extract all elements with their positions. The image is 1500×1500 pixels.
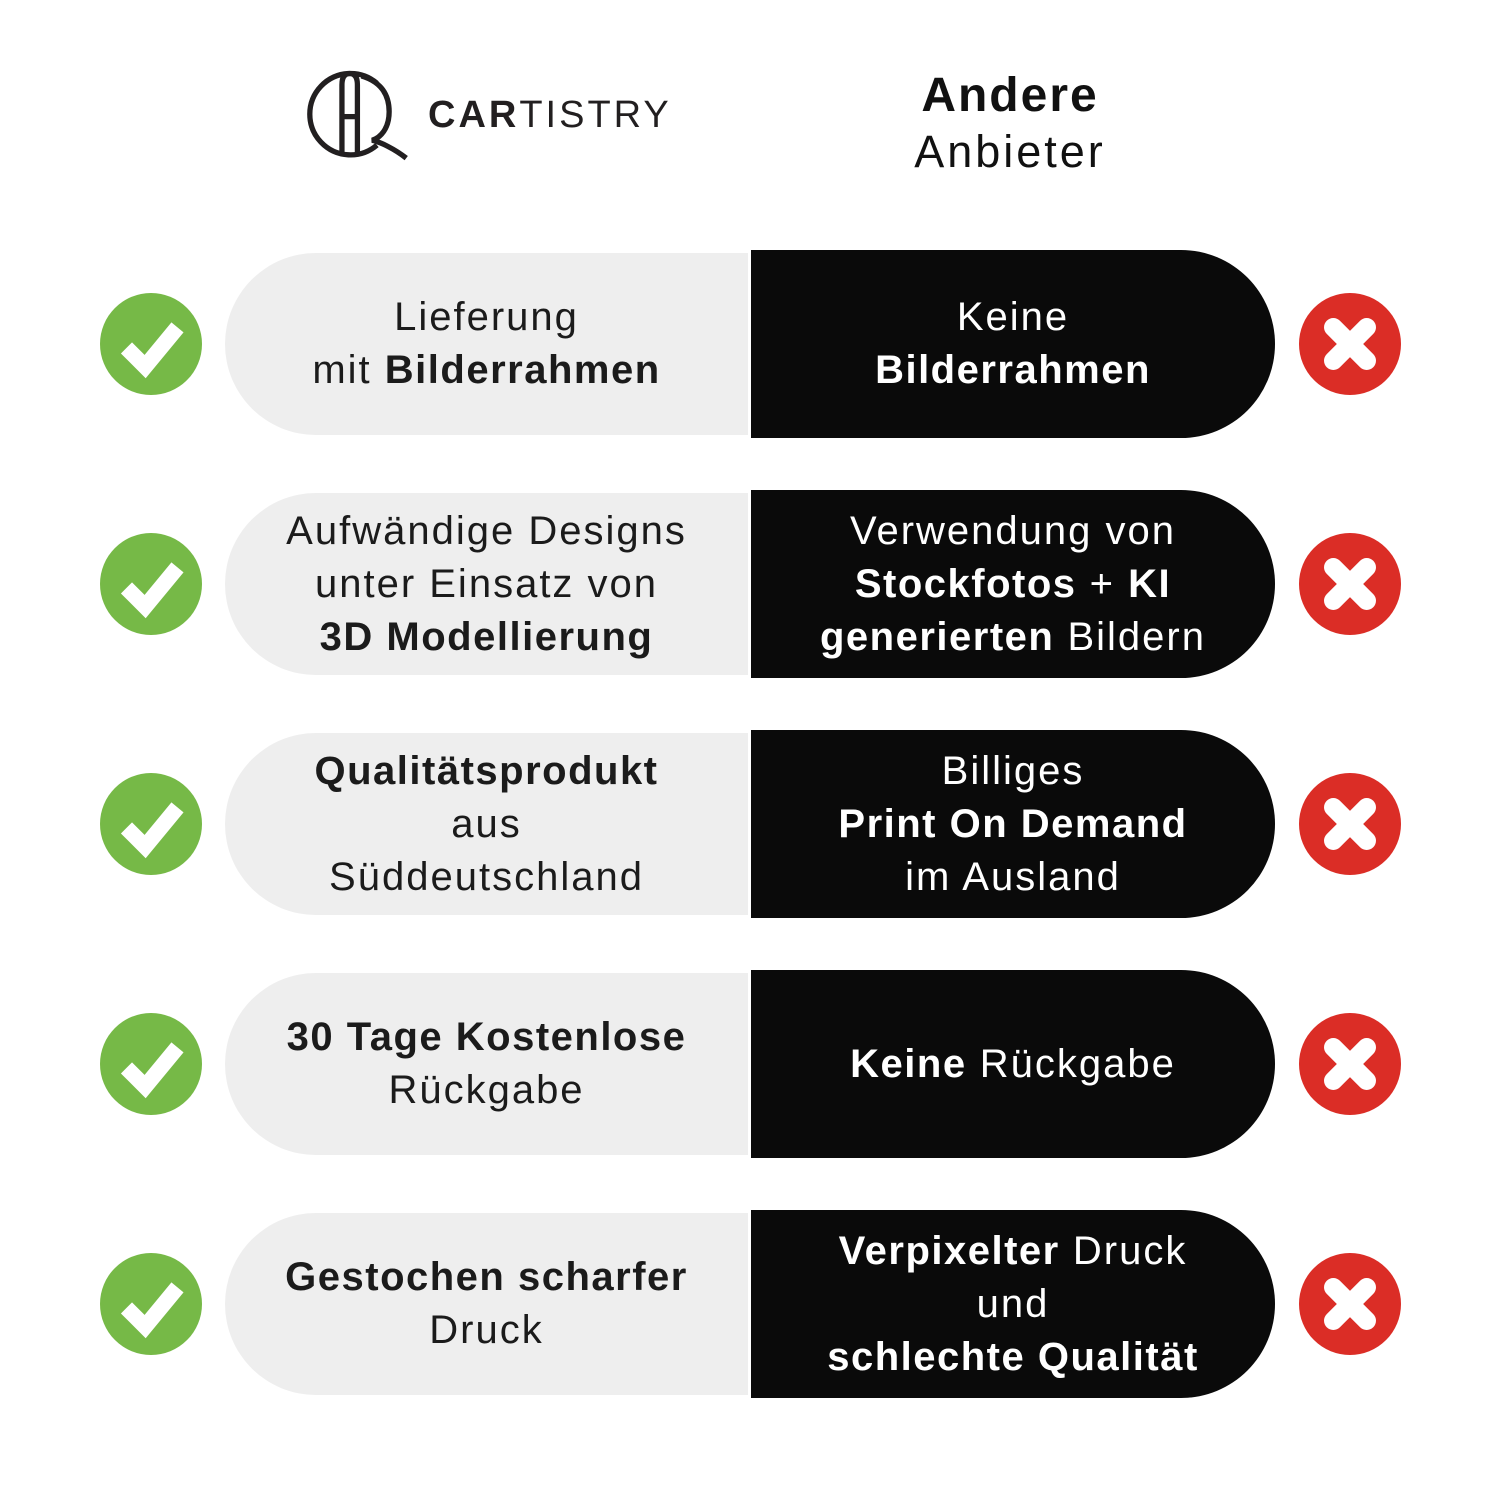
text-line [225,1064,748,1117]
competitor-header-line1: Andere [921,69,1099,122]
con-badge [1299,533,1401,635]
text-segment: Rückgabe [388,1068,585,1112]
competitor-header-line2: Anbieter [914,126,1106,177]
brand-wordmark-bold: CAR [428,93,520,136]
text-line [225,1304,748,1357]
brand-wordmark [428,94,672,137]
own-brand-cell [225,493,748,675]
x-circle-icon [1299,293,1401,395]
text-line [751,558,1275,611]
competitor-cell [751,730,1275,918]
own-brand-cell [225,973,748,1155]
text-segment: Keine [850,1041,967,1086]
con-badge [1299,1013,1401,1115]
text-segment: und [976,1281,1050,1326]
text-line [751,611,1275,664]
brand-header [298,62,672,168]
text-line [225,558,748,611]
text-segment: im Ausland [905,854,1121,899]
text-segment: Süddeutschland [329,854,644,899]
text-line [751,291,1275,344]
comparison-row [0,250,1500,438]
text-segment: KI [1128,561,1172,606]
text-segment: 30 Tage Kostenlose [286,1015,687,1059]
text-segment: mit [312,348,385,392]
comparison-row [0,1210,1500,1398]
comparison-rows [0,250,1500,1398]
text-segment: Bilderrahmen [875,348,1151,392]
text-segment: Keine [956,295,1070,339]
comparison-row [0,490,1500,678]
text-segment: 3D Modellierung [319,614,654,659]
text-segment: aus [451,801,522,846]
con-badge [1299,293,1401,395]
text-line [225,1251,748,1304]
text-segment: unter Einsatz von [314,561,659,606]
competitor-cell [751,490,1275,678]
text-line [751,798,1275,851]
text-line [225,344,748,397]
text-line [225,851,748,904]
text-line [751,1038,1275,1091]
monogram-r [361,76,406,158]
con-badge [1299,1253,1401,1355]
text-segment: Druck [1059,1228,1188,1273]
text-line [751,505,1275,558]
text-line [225,611,748,664]
text-segment: Billiges [941,748,1085,793]
check-circle-icon [100,773,202,875]
pro-badge [100,1253,202,1355]
text-line [751,1225,1275,1278]
brand-wordmark-rest: TISTRY [519,93,672,136]
x-circle-icon [1299,773,1401,875]
text-line [225,745,748,798]
competitor-header [745,68,1275,180]
text-segment: Gestochen scharfer [285,1255,688,1299]
check-circle-icon [100,1013,202,1115]
text-line [751,1331,1275,1384]
text-segment: schlechte Qualität [827,1334,1199,1379]
text-segment: + [1076,561,1129,606]
competitor-cell [751,250,1275,438]
cartistry-monogram-icon [298,62,416,168]
text-line [225,798,748,851]
text-line [225,505,748,558]
text-line [225,291,748,344]
text-line [751,1278,1275,1331]
competitor-cell [751,970,1275,1158]
text-segment: Bildern [1054,614,1206,659]
check-circle-icon [100,533,202,635]
pro-badge [100,293,202,395]
pro-badge [100,533,202,635]
text-segment: Verwendung von [849,508,1176,553]
x-circle-icon [1299,1013,1401,1115]
check-circle-icon [100,1253,202,1355]
check-circle-icon [100,293,202,395]
text-line [751,851,1275,904]
pro-badge [100,773,202,875]
comparison-row [0,730,1500,918]
text-segment: Rückgabe [966,1041,1176,1086]
text-line [751,344,1275,397]
competitor-cell [751,1210,1275,1398]
text-segment: Qualitätsprodukt [314,748,659,793]
con-badge [1299,773,1401,875]
text-segment: generierten [820,614,1055,659]
comparison-row [0,970,1500,1158]
text-segment: Lieferung [394,295,579,339]
text-line [225,1011,748,1064]
text-segment: Bilderrahmen [384,348,661,392]
x-circle-icon [1299,533,1401,635]
x-circle-icon [1299,1253,1401,1355]
text-segment: Stockfotos [854,561,1077,606]
own-brand-cell [225,1213,748,1395]
own-brand-cell [225,733,748,915]
text-segment: Aufwändige Designs [286,508,687,553]
own-brand-cell [225,253,748,435]
text-segment: Druck [429,1308,544,1352]
text-line [751,745,1275,798]
pro-badge [100,1013,202,1115]
text-segment: Verpixelter [838,1228,1060,1273]
text-segment: Print On Demand [838,801,1188,846]
